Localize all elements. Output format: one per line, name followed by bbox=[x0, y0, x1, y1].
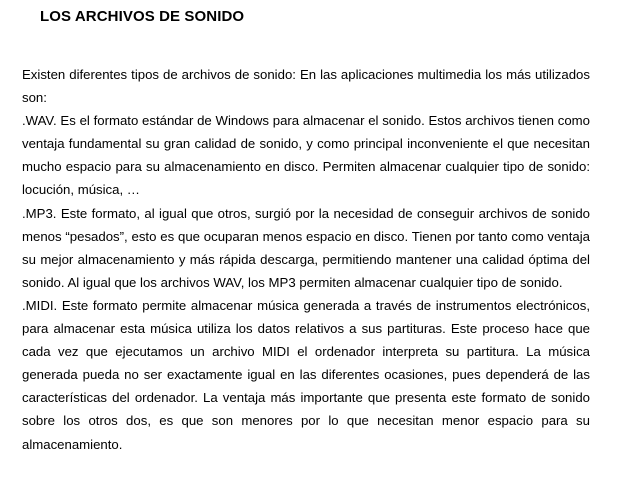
midi-paragraph: .MIDI. Este formato permite almacenar música generada a través de instrumentos electrónicos, para almacenar esta música utiliza los datos relativos a sus partituras. Este proceso hace que cada vez que ejecutamos un archivo MIDI el ordenador interpreta su partitura. La música generada pueda no ser exactamente igual en las diferentes ocasiones, pues dependerá de las características del ordenador. La ventaja más importante que presenta este formato de sonido sobre los otros dos, es que son menores por lo que necesitan menor espacio para su almacenamiento. bbox=[22, 297, 590, 452]
wav-paragraph: .WAV. Es el formato estándar de Windows para almacenar el sonido. Estos archivos tienen como ventaja fundamental su gran calidad de sonido, y como principal inconveniente el que necesitan mucho espacio para su almacenamiento en disco. Permiten almacenar cualquier tipo de sonido: locución, música, … bbox=[22, 113, 590, 198]
document-body bbox=[22, 63, 590, 456]
document-title: LOS ARCHIVOS DE SONIDO bbox=[40, 8, 245, 25]
mp3-paragraph: .MP3. Este formato, al igual que otros, surgió por la necesidad de conseguir archivos de sonido menos “pesados”, esto es que ocuparan menos espacio en disco. Tienen por tanto como ventaja su mejor almacenamiento y más rápida descarga, permitiendo mantener una calidad óptima del sonido. Al igual que los archivos WAV, los MP3 permiten almacenar cualquier tipo de sonido. bbox=[22, 205, 590, 290]
intro-paragraph: Existen diferentes tipos de archivos de sonido: En las aplicaciones multimedia los más utilizados son: bbox=[22, 67, 590, 106]
